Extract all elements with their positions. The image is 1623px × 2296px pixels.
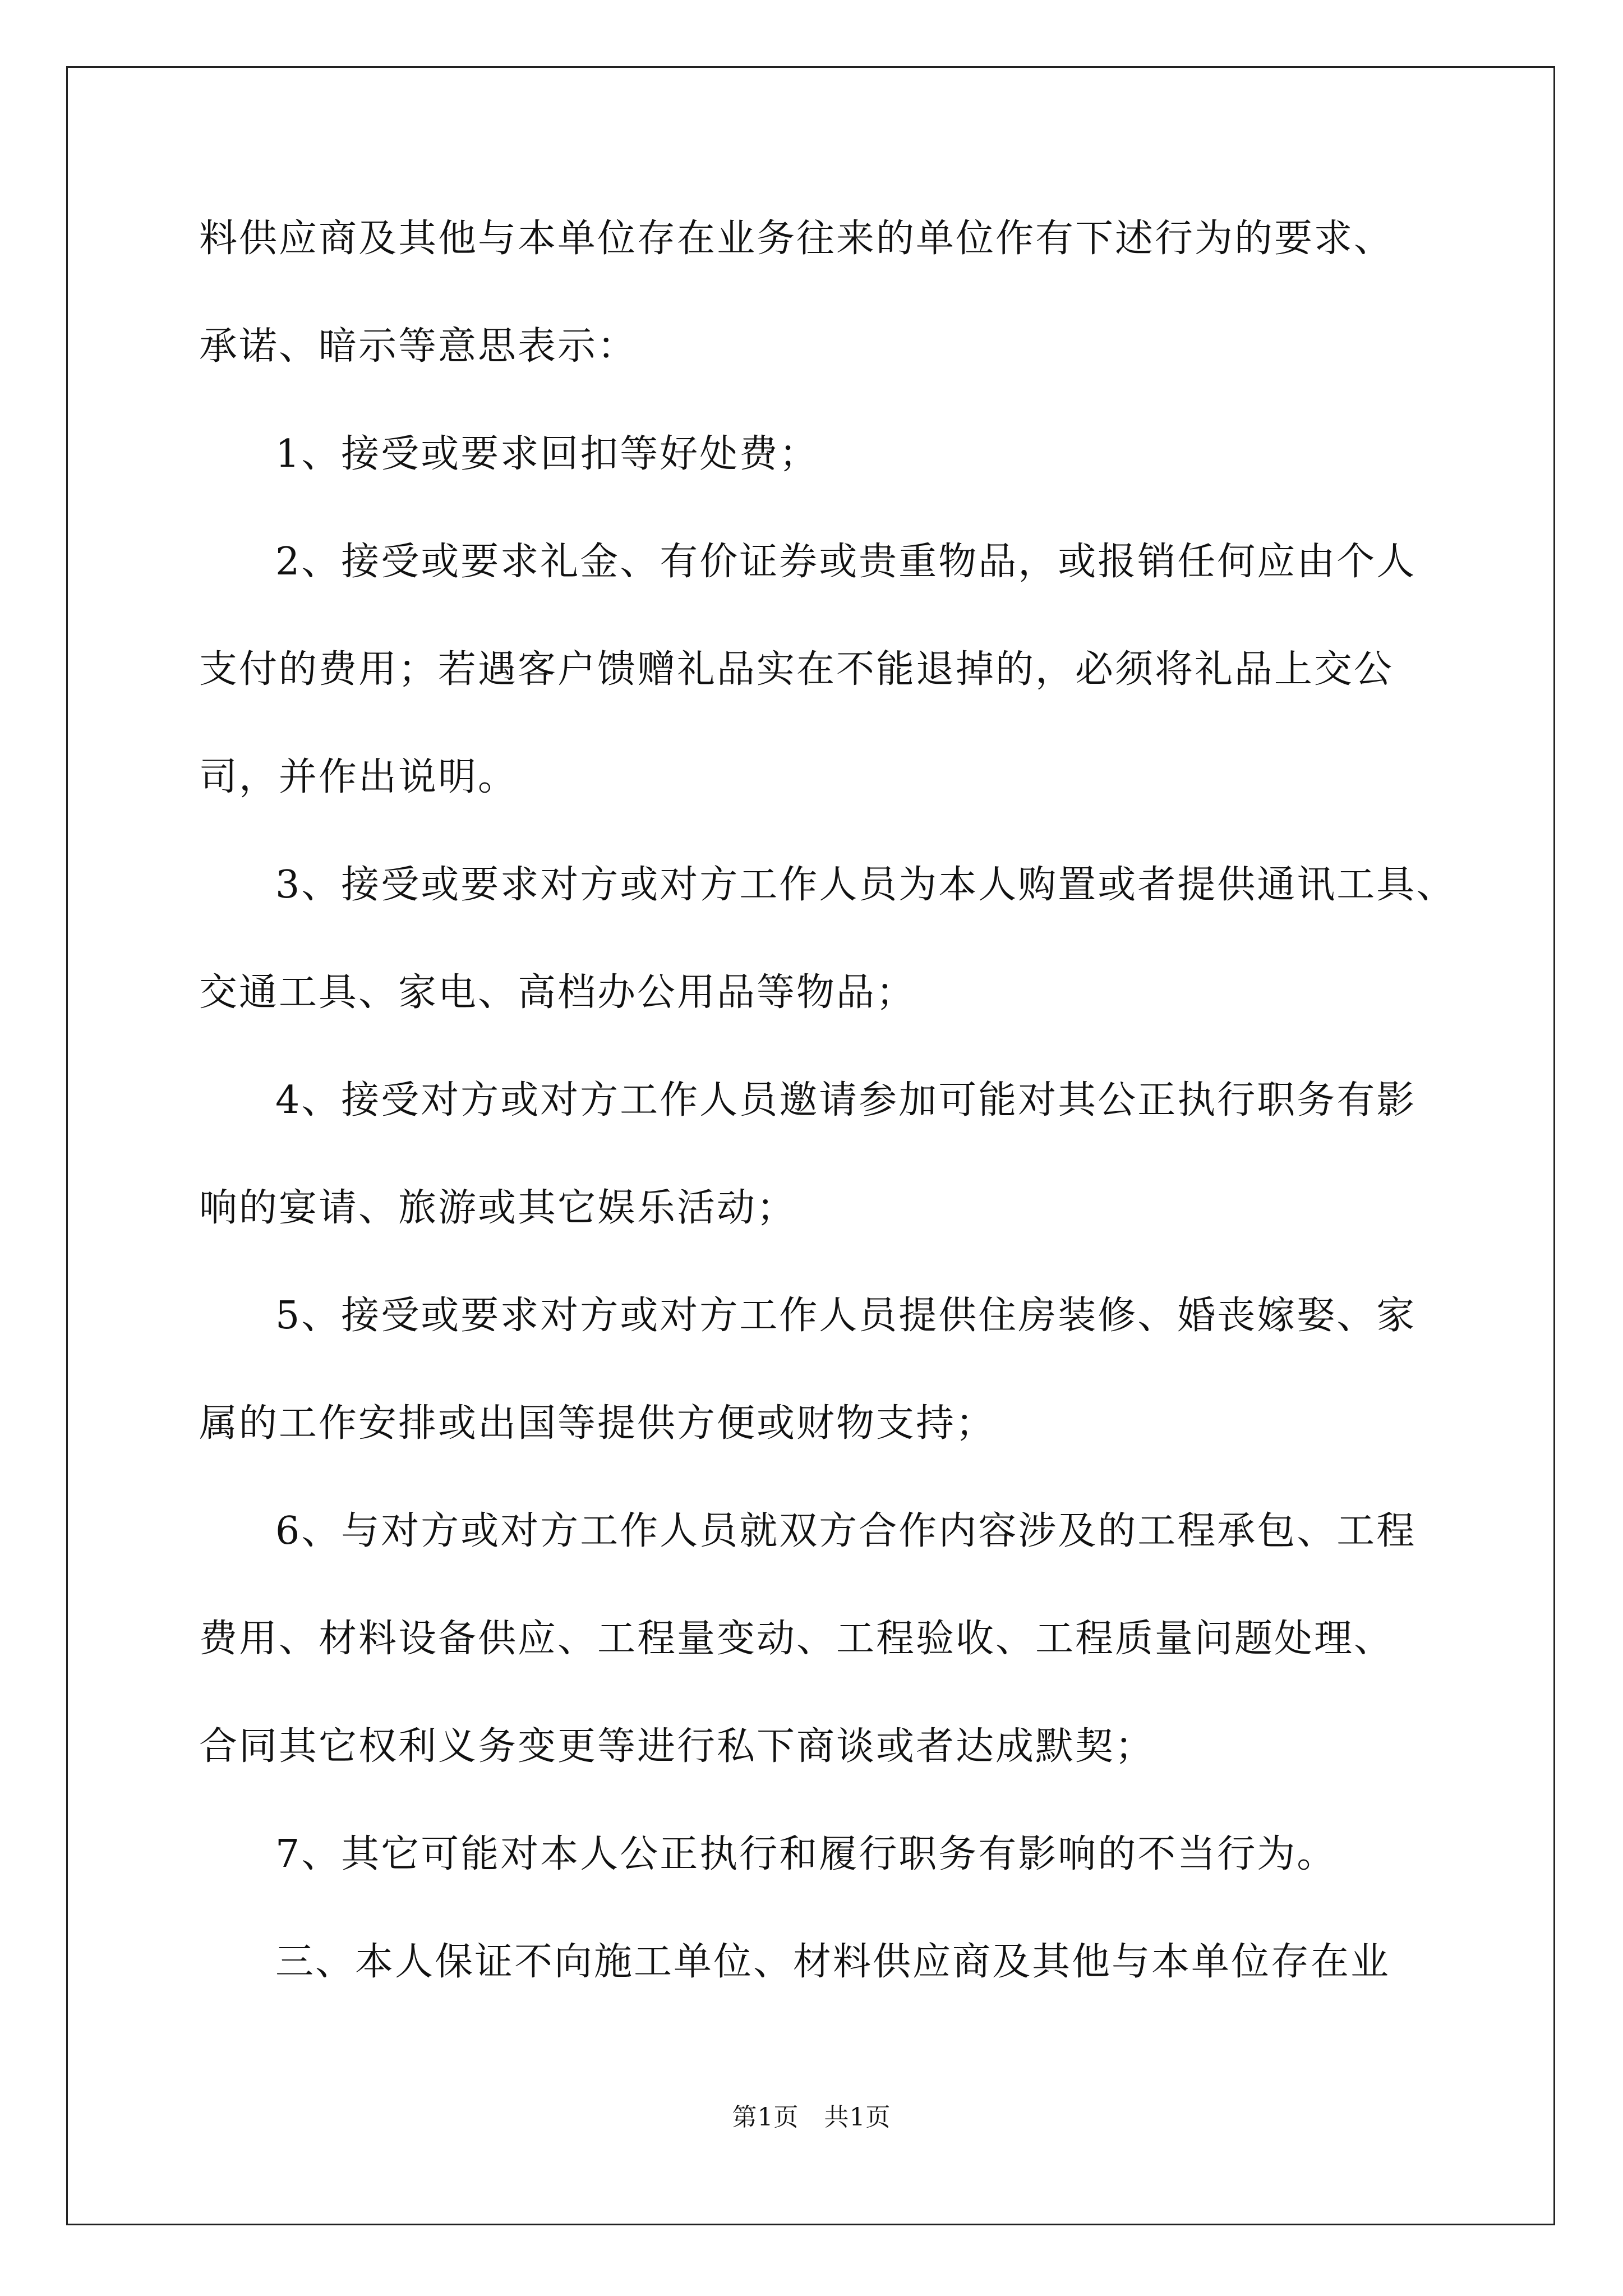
list-item-7: 7、其它可能对本人公正执行和履行职务有影响的不当行为。 xyxy=(275,1832,1337,1876)
list-item-2: 2、接受或要求礼金、有价证券或贵重物品，或报销任何应由个人 xyxy=(275,540,1417,584)
text-line: 支付的费用；若遇客户馈赠礼品实在不能退掉的，必须将礼品上交公 xyxy=(199,647,1394,692)
text-line: 承诺、暗示等意思表示： xyxy=(199,324,638,369)
text-line: 交通工具、家电、高档办公用品等物品； xyxy=(199,970,916,1015)
text-line: 司，并作出说明。 xyxy=(199,755,518,799)
text-line: 属的工作安排或出国等提供方便或财物支持； xyxy=(199,1401,996,1446)
text-line: 响的宴请、旅游或其它娱乐活动； xyxy=(199,1186,797,1230)
section-heading-3: 三、本人保证不向施工单位、材料供应商及其他与本单位存在业 xyxy=(275,1940,1391,1984)
page-number-footer: 第1页 共1页 xyxy=(732,2103,891,2132)
text-line: 费用、材料设备供应、工程量变动、工程验收、工程质量问题处理、 xyxy=(199,1617,1394,1661)
list-item-6: 6、与对方或对方工作人员就双方合作内容涉及的工程承包、工程 xyxy=(275,1509,1417,1553)
document-body xyxy=(199,212,1467,1989)
list-item-4: 4、接受对方或对方工作人员邀请参加可能对其公正执行职务有影 xyxy=(275,1078,1417,1122)
text-line: 料供应商及其他与本单位存在业务往来的单位作有下述行为的要求、 xyxy=(199,217,1394,261)
list-item-3: 3、接受或要求对方或对方工作人员为本人购置或者提供通讯工具、 xyxy=(275,863,1456,907)
list-item-1: 1、接受或要求回扣等好处费； xyxy=(275,432,819,476)
list-item-5: 5、接受或要求对方或对方工作人员提供住房装修、婚丧嫁娶、家 xyxy=(275,1294,1417,1338)
text-line: 合同其它权利义务变更等进行私下商谈或者达成默契； xyxy=(199,1724,1155,1769)
